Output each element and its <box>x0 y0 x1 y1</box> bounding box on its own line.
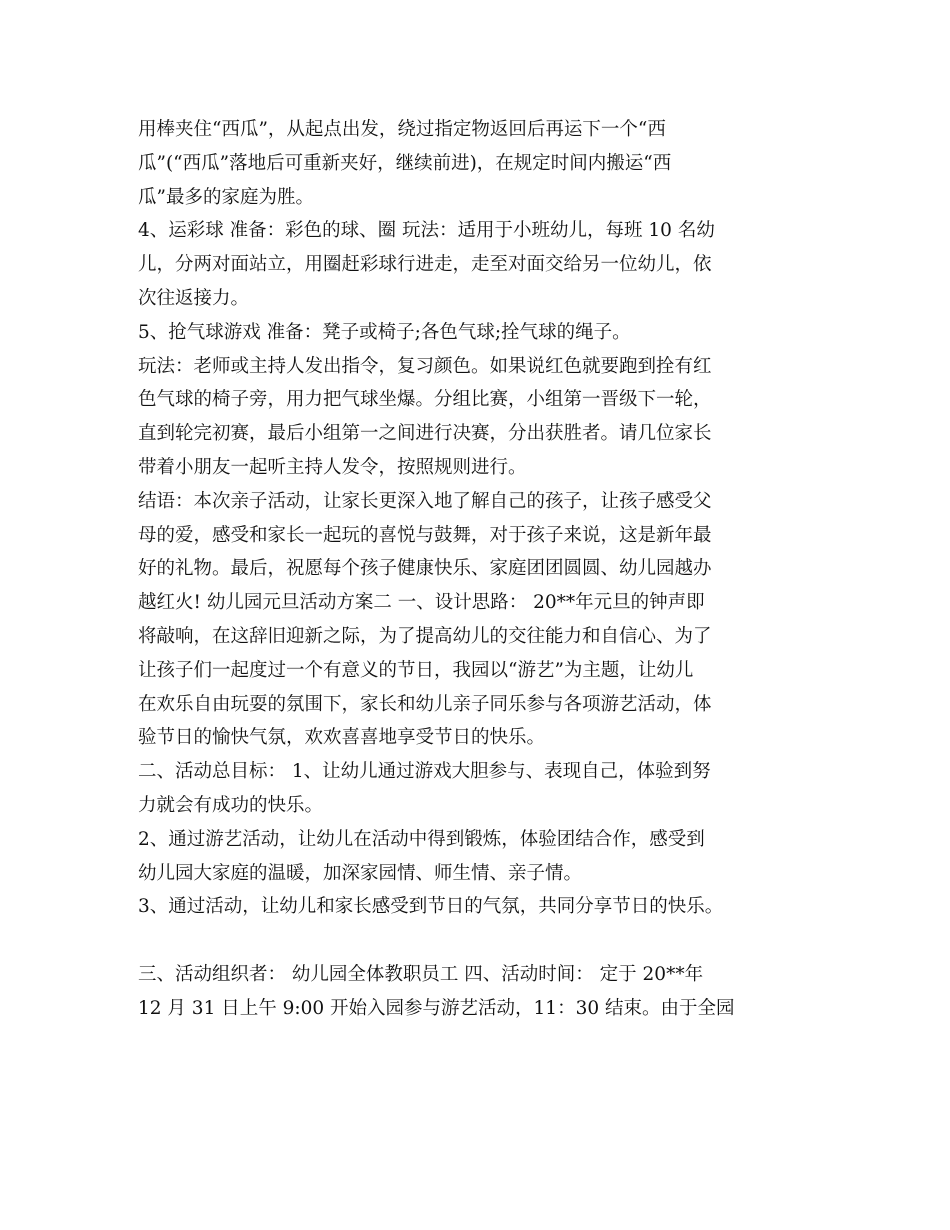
text-line: 三、活动组织者： 幼儿园全体教职员工 四、活动时间： 定于 20**年 <box>138 963 704 985</box>
text-line: 5、抢气球游戏 准备：凳子或椅子;各色气球;拴气球的绳子。 <box>138 321 631 343</box>
text-line: 3、通过活动，让幼儿和家长感受到节日的气氛，共同分享节日的快乐。 <box>138 896 724 918</box>
text-line: 玩法：老师或主持人发出指令，复习颜色。如果说红色就要跑到拴有红 <box>138 355 712 377</box>
text-line: 瓜”最多的家庭为胜。 <box>138 186 314 208</box>
text-line: 将敲响，在这辞旧迎新之际，为了提高幼儿的交往能力和自信心、为了 <box>138 625 712 647</box>
text-line: 母的爱，感受和家长一起玩的喜悦与鼓舞，对于孩子来说，这是新年最 <box>138 524 712 546</box>
text-line: 色气球的椅子旁，用力把气球坐爆。分组比赛，小组第一晋级下一轮， <box>138 389 712 411</box>
text-line: 次往返接力。 <box>138 287 250 309</box>
text-line: 让孩子们一起度过一个有意义的节日，我园以“游艺”为主题，让幼儿 <box>138 659 694 681</box>
text-line: 在欢乐自由玩耍的氛围下，家长和幼儿亲子同乐参与各项游艺活动，体 <box>138 693 712 715</box>
text-line: 验节日的愉快气氛，欢欢喜喜地享受节日的快乐。 <box>138 727 546 749</box>
text-line: 结语：本次亲子活动，让家长更深入地了解自己的孩子，让孩子感受父 <box>138 490 712 512</box>
document-body <box>138 113 826 1026</box>
text-line: 用棒夹住“西瓜”，从起点出发，绕过指定物返回后再运下一个“西 <box>138 119 666 140</box>
text-line: 12 月 31 日上午 9:00 开始入园参与游艺活动，11：30 结束。由于全园 <box>138 997 735 1019</box>
blank-line <box>138 924 826 958</box>
text-line: 直到轮完初赛，最后小组第一之间进行决赛，分出获胜者。请几位家长 <box>138 423 712 445</box>
text-line: 带着小朋友一起听主持人发令，按照规则进行。 <box>138 456 527 478</box>
text-line: 幼儿园大家庭的温暖，加深家园情、师生情、亲子情。 <box>138 862 583 884</box>
text-line: 儿，分两对面站立，用圈赶彩球行进走，走至对面交给另一位幼儿，依 <box>138 254 712 276</box>
text-line: 2、通过游艺活动，让幼儿在活动中得到锻炼，体验团结合作，感受到 <box>138 828 705 850</box>
text-line: 瓜”(“西瓜”落地后可重新夹好，继续前进)，在规定时间内搬运“西 <box>138 152 672 174</box>
text-line: 好的礼物。最后，祝愿每个孩子健康快乐、家庭团团圆圆、幼儿园越办 <box>138 558 712 580</box>
text-line: 越红火! 幼儿园元旦活动方案二 一、设计思路： 20**年元旦的钟声即 <box>138 592 705 614</box>
text-line: 力就会有成功的快乐。 <box>138 794 324 816</box>
text-line: 二、活动总目标： 1、让幼儿通过游戏大胆参与、表现自己，体验到努 <box>138 761 711 783</box>
text-line: 4、运彩球 准备：彩色的球、圈 玩法：适用于小班幼儿，每班 10 名幼 <box>138 220 715 242</box>
